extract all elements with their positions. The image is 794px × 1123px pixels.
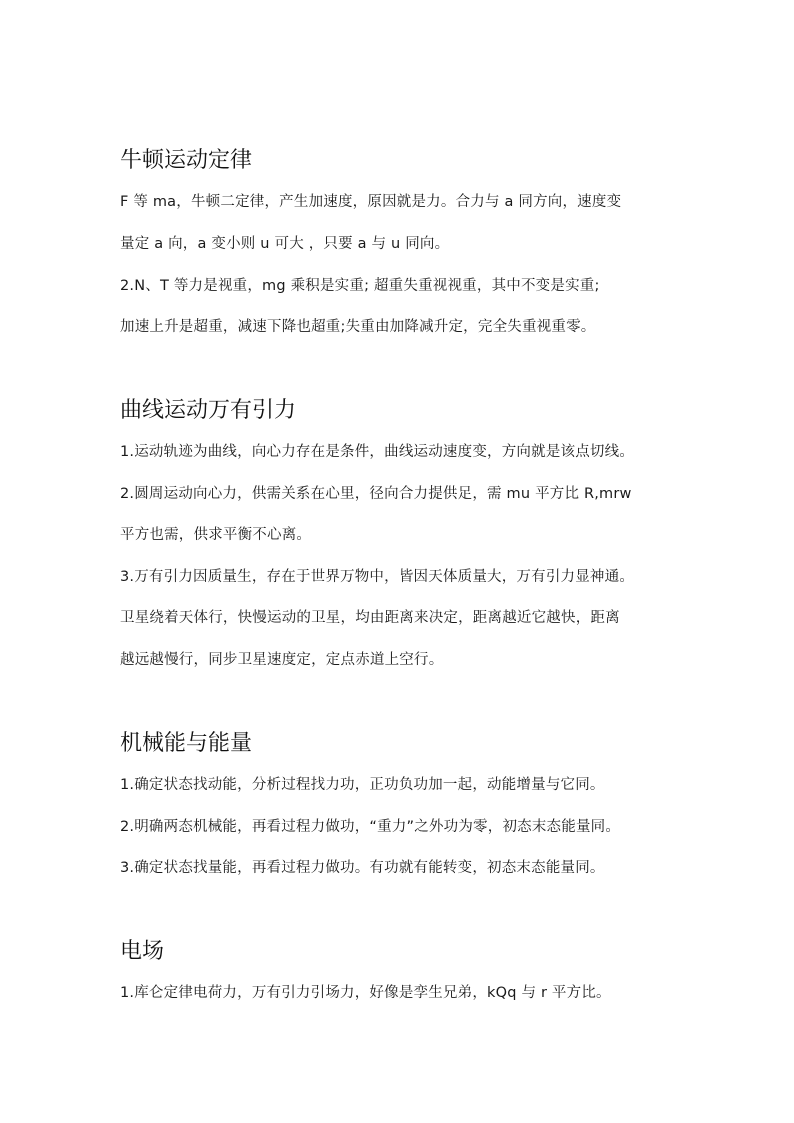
paragraph-line: 加速上升是超重，减速下降也超重;失重由加降减升定，完全失重视重零。 — [120, 319, 596, 335]
section-heading-electric-field: 电场 — [120, 939, 165, 964]
paragraph-line: 平方也需，供求平衡不心离。 — [120, 527, 312, 543]
paragraph-line: 1.库仑定律电荷力，万有引力引场力，好像是孪生兄弟，kQq 与 r 平方比。 — [120, 985, 611, 1001]
paragraph-line: 3.万有引力因质量生，存在于世界万物中，皆因天体质量大，万有引力显神通。 — [120, 569, 635, 585]
paragraph-line: 3.确定状态找量能，再看过程力做功。有功就有能转变，初态末态能量同。 — [120, 860, 605, 876]
paragraph-line: 1.确定状态找动能，分析过程找力功，正功负功加一起，动能增量与它同。 — [120, 777, 605, 793]
paragraph-line: 2.N、T 等力是视重，mg 乘积是实重; 超重失重视视重，其中不变是实重; — [120, 278, 600, 294]
section-heading-newton: 牛顿运动定律 — [120, 148, 253, 173]
paragraph-line: 卫星绕着天体行，快慢运动的卫星，均由距离来决定，距离越近它越快，距离 — [120, 610, 620, 626]
paragraph-line: 2.明确两态机械能，再看过程力做功，“重力”之外功为零，初态末态能量同。 — [120, 819, 621, 835]
paragraph-line: 1.运动轨迹为曲线，向心力存在是条件，曲线运动速度变，方向就是该点切线。 — [120, 444, 635, 460]
section-heading-curve-motion: 曲线运动万有引力 — [120, 398, 297, 423]
section-heading-mechanical-energy: 机械能与能量 — [120, 731, 253, 756]
paragraph-line: 2.圆周运动向心力，供需关系在心里，径向合力提供足，需 mu 平方比 R,mrw — [120, 486, 632, 502]
paragraph-line: 量定 a 向，a 变小则 u 可大 ，只要 a 与 u 同向。 — [120, 236, 450, 252]
paragraph-line: F 等 ma，牛顿二定律，产生加速度，原因就是力。合力与 a 同方向，速度变 — [120, 194, 622, 210]
paragraph-line: 越远越慢行，同步卫星速度定，定点赤道上空行。 — [120, 652, 444, 668]
